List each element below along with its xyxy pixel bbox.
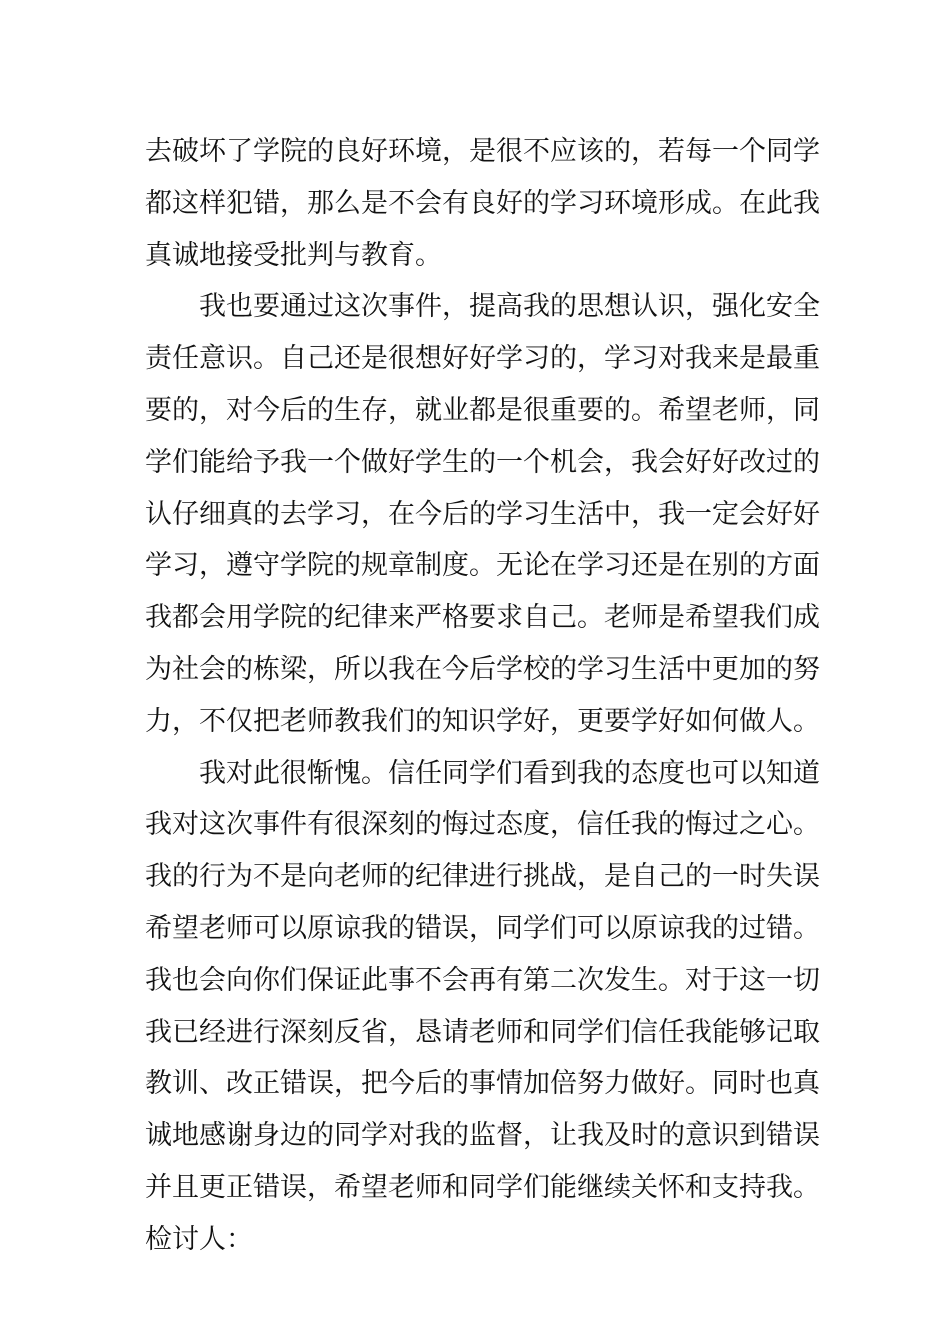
- text-line: 力，不仅把老师教我们的知识学好，更要学好如何做人。: [145, 705, 820, 737]
- text-line: 教训、改正错误，把今后的事情加倍努力做好。同时也真: [145, 1068, 820, 1100]
- text-line: 认仔细真的去学习，在今后的学习生活中，我一定会好好: [145, 498, 820, 530]
- text-line: 去破坏了学院的良好环境，是很不应该的，若每一个同学: [145, 136, 820, 167]
- text-line: 责任意识。自己还是很想好好学习的，学习对我来是最重: [145, 343, 820, 375]
- text-line: 学习，遵守学院的规章制度。无论在学习还是在别的方面: [145, 550, 820, 582]
- text-line: 希望老师可以原谅我的错误，同学们可以原谅我的过错。: [145, 912, 820, 944]
- text-line: 要的，对今后的生存，就业都是很重要的。希望老师，同: [145, 394, 820, 426]
- text-line: 真诚地接受批判与教育。: [145, 239, 442, 271]
- text-line: 我对此很惭愧。信任同学们看到我的态度也可以知道: [199, 757, 820, 789]
- text-line: 我也要通过这次事件，提高我的思想认识，强化安全: [199, 291, 820, 323]
- text-line: 我已经进行深刻反省，恳请老师和同学们信任我能够记取: [145, 1016, 820, 1048]
- text-line: 都这样犯错，那么是不会有良好的学习环境形成。在此我: [145, 187, 820, 219]
- text-line: 我的行为不是向老师的纪律进行挑战，是自己的一时失误: [145, 861, 820, 893]
- text-line: 我也会向你们保证此事不会再有第二次发生。对于这一切: [145, 964, 820, 996]
- text-line: 为社会的栋梁，所以我在今后学校的学习生活中更加的努: [145, 653, 820, 685]
- text-line: 学们能给予我一个做好学生的一个机会，我会好好改过的: [145, 446, 820, 478]
- text-line: 诚地感谢身边的同学对我的监督，让我及时的意识到错误: [145, 1120, 820, 1152]
- document-body: [145, 126, 820, 1266]
- text-line: 并且更正错误，希望老师和同学们能继续关怀和支持我。: [145, 1171, 820, 1203]
- text-line: 我对这次事件有很深刻的悔过态度，信任我的悔过之心。: [145, 809, 820, 841]
- text-line: 我都会用学院的纪律来严格要求自己。老师是希望我们成: [145, 602, 820, 634]
- signature-label: 检讨人：: [145, 1223, 253, 1255]
